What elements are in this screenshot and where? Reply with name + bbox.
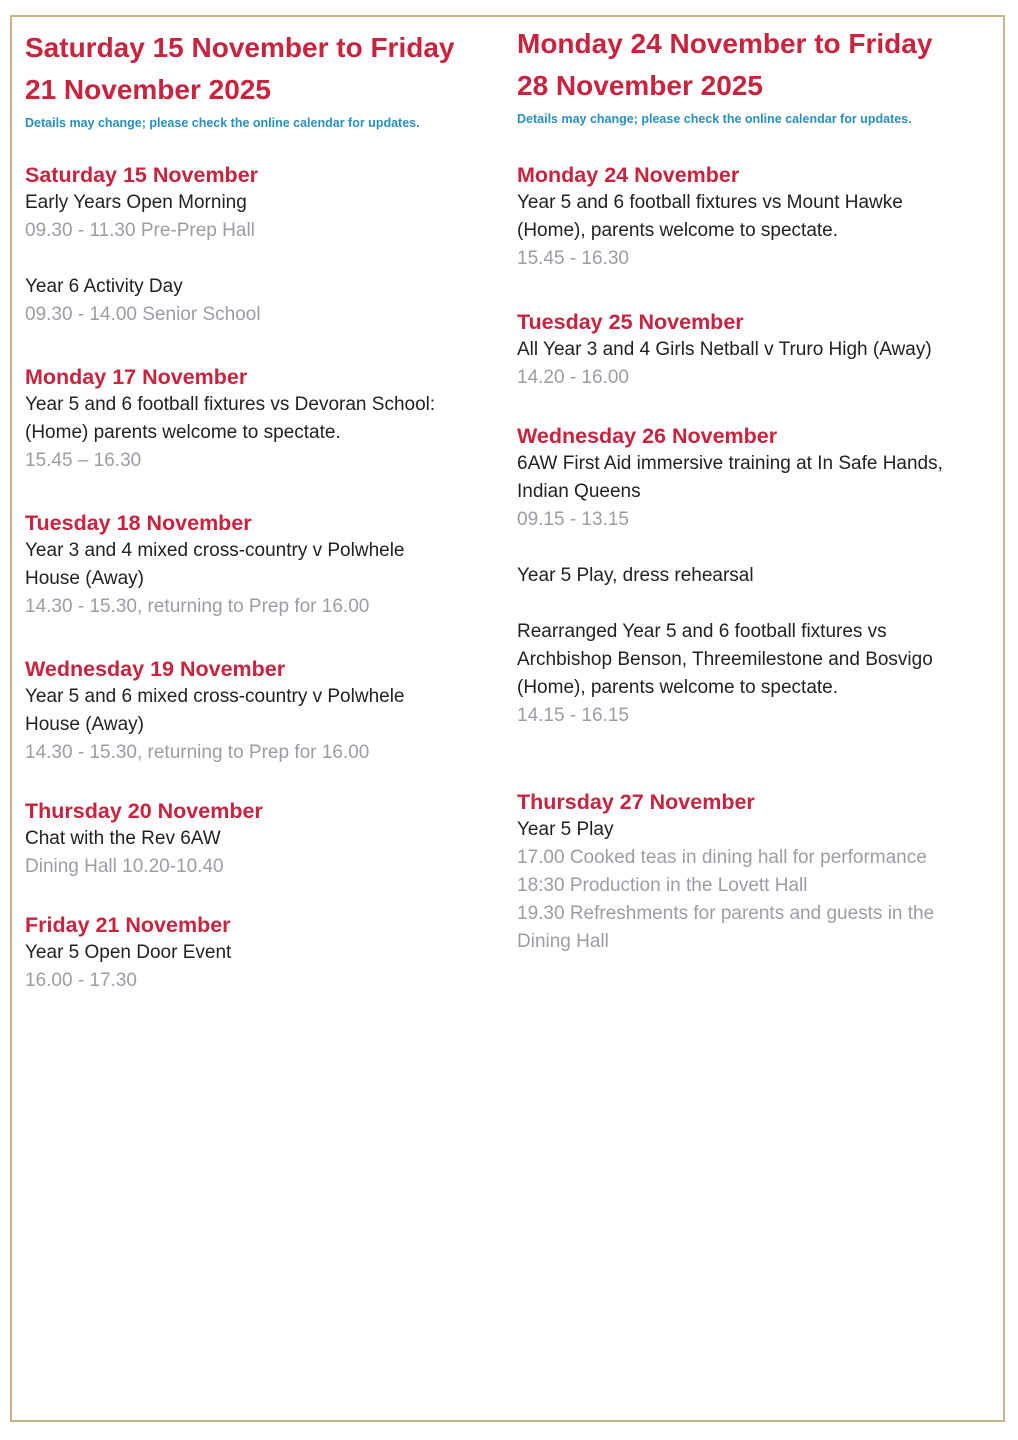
week-column-left — [25, 27, 500, 995]
event-title: All Year 3 and 4 Girls Netball v Truro High (Away) — [517, 339, 932, 360]
event-title: Early Years Open Morning — [25, 192, 247, 213]
event-title: Indian Queens — [517, 481, 641, 502]
event-detail: 16.00 - 17.30 — [25, 970, 137, 991]
day-section — [517, 422, 987, 730]
event-detail: 15.45 – 16.30 — [25, 450, 142, 471]
event-detail: 09.30 - 11.30 Pre-Prep Hall — [25, 220, 255, 241]
event-title: Year 5 Play, dress rehearsal — [517, 565, 754, 586]
event-title: Year 5 Open Door Event — [25, 942, 232, 963]
event-detail: 09.30 - 14.00 Senior School — [25, 304, 261, 325]
event-detail: 17.00 Cooked teas in dining hall for performance — [517, 847, 927, 868]
day-heading: Wednesday 19 November — [25, 657, 286, 681]
event-title: House (Away) — [25, 714, 144, 735]
week-title-line2: 28 November 2025 — [517, 70, 763, 101]
day-section — [25, 363, 500, 475]
event-title: Year 5 and 6 mixed cross-country v Polwhele — [25, 686, 405, 707]
event-detail: 19.30 Refreshments for parents and guests in the — [517, 903, 935, 924]
day-heading: Wednesday 26 November — [517, 424, 778, 448]
day-heading: Monday 24 November — [517, 163, 740, 187]
week-title-line1: Saturday 15 November to Friday — [25, 32, 455, 63]
day-heading: Friday 21 November — [25, 913, 231, 937]
event-detail: 15.45 - 16.30 — [517, 248, 629, 269]
day-section — [517, 161, 987, 273]
day-heading: Tuesday 25 November — [517, 310, 744, 334]
event-detail: 14.30 - 15.30, returning to Prep for 16.00 — [25, 742, 370, 763]
event-detail: Dining Hall — [517, 931, 609, 952]
day-section — [517, 308, 987, 392]
event-title: Year 5 and 6 football fixtures vs Devoran School: — [25, 394, 436, 415]
event-title: (Home), parents welcome to spectate. — [517, 677, 839, 698]
event-title: Archbishop Benson, Threemilestone and Bosvigo — [517, 649, 933, 670]
day-heading: Tuesday 18 November — [25, 511, 252, 535]
day-heading: Saturday 15 November — [25, 163, 259, 187]
event-title: Year 3 and 4 mixed cross-country v Polwhele — [25, 540, 405, 561]
day-heading: Thursday 27 November — [517, 790, 755, 814]
day-section — [25, 509, 500, 621]
event-detail: 14.20 - 16.00 — [517, 367, 629, 388]
week-column-right — [517, 23, 987, 956]
event-detail: Dining Hall 10.20-10.40 — [25, 856, 224, 877]
event-detail: 18:30 Production in the Lovett Hall — [517, 875, 808, 896]
day-section — [25, 797, 500, 881]
day-section — [517, 788, 987, 956]
event-title: Year 6 Activity Day — [25, 276, 183, 297]
week-title-line2: 21 November 2025 — [25, 74, 271, 105]
event-detail: 14.30 - 15.30, returning to Prep for 16.00 — [25, 596, 370, 617]
event-title: Year 5 and 6 football fixtures vs Mount Hawke — [517, 192, 903, 213]
day-heading: Monday 17 November — [25, 365, 248, 389]
disclaimer-note: Details may change; please check the online calendar for updates. — [25, 116, 420, 130]
day-heading: Thursday 20 November — [25, 799, 263, 823]
week-title-line1: Monday 24 November to Friday — [517, 28, 933, 59]
event-title: Chat with the Rev 6AW — [25, 828, 221, 849]
day-section — [25, 911, 500, 995]
event-title: (Home), parents welcome to spectate. — [517, 220, 839, 241]
event-title: Rearranged Year 5 and 6 football fixtures vs — [517, 621, 887, 642]
day-section — [25, 161, 500, 329]
disclaimer-note: Details may change; please check the online calendar for updates. — [517, 112, 912, 126]
event-title: House (Away) — [25, 568, 144, 589]
event-detail: 14.15 - 16.15 — [517, 705, 629, 726]
event-title: Year 5 Play — [517, 819, 614, 840]
event-title: 6AW First Aid immersive training at In Safe Hands, — [517, 453, 943, 474]
event-detail: 09.15 - 13.15 — [517, 509, 629, 530]
event-title: (Home) parents welcome to spectate. — [25, 422, 341, 443]
day-section — [25, 655, 500, 767]
